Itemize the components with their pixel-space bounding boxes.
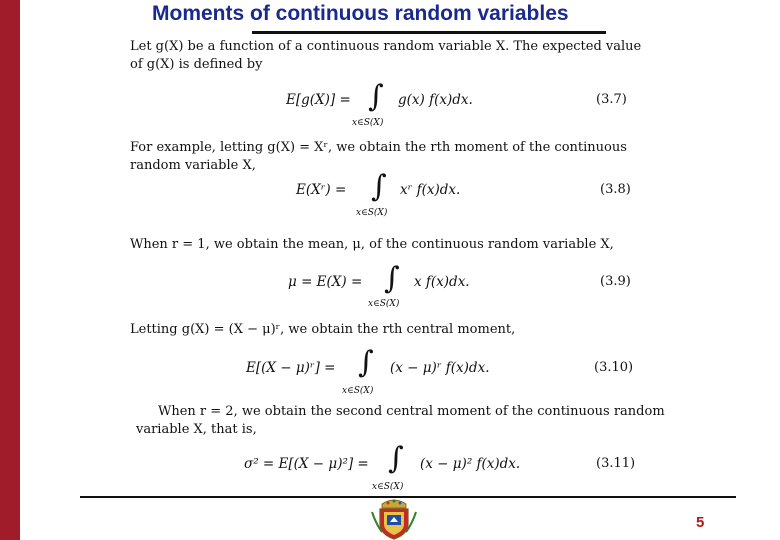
integral-sign: ∫ [368,79,384,114]
integral-subscript: x∈S(X) [342,386,374,396]
integral-sign: ∫ [388,441,404,476]
paragraph-3: When r = 1, we obtain the mean, μ, of the continuous random variable X, [130,237,614,252]
university-crest-icon [368,498,420,540]
equation-lhs: E[(X − μ)ʳ] = [246,360,336,376]
paragraph-5-line-1: When r = 2, we obtain the second central moment of the continuous random [158,404,665,419]
integral-subscript: x∈S(X) [352,118,384,128]
equation-rhs: (x − μ)² f(x)dx. [420,456,521,472]
integral-subscript: x∈S(X) [368,299,400,309]
equation-lhs: μ = E(X) = [288,274,363,290]
equation-number: (3.8) [600,182,631,197]
integral-sign: ∫ [384,261,400,296]
integral-sign: ∫ [371,169,387,204]
equation-rhs: (x − μ)ʳ f(x)dx. [390,360,490,376]
equation-rhs: g(x) f(x)dx. [398,92,473,108]
integral-subscript: x∈S(X) [372,482,404,492]
paragraph-4: Letting g(X) = (X − μ)ʳ, we obtain the rth central moment, [130,322,516,337]
left-sidebar-bar [0,0,20,540]
equation-number: (3.7) [596,92,627,107]
equation-lhs: E[g(X)] = [286,92,351,108]
paragraph-5-line-2: variable X, that is, [136,422,257,437]
integral-sign: ∫ [358,345,374,380]
page-number: 5 [696,514,705,531]
equation-rhs: x f(x)dx. [414,274,470,290]
paragraph-1-line-1: Let g(X) be a function of a continuous random variable X. The expected value [130,39,642,54]
paragraph-1-line-2: of g(X) is defined by [130,57,263,72]
paragraph-2-line-1: For example, letting g(X) = Xʳ, we obtain the rth moment of the continuous [130,140,627,155]
equation-lhs: σ² = E[(X − μ)²] = [244,456,369,472]
slide-title: Moments of continuous random variables [152,2,569,25]
equation-number: (3.9) [600,274,631,289]
paragraph-2-line-2: random variable X, [130,158,256,173]
equation-number: (3.11) [596,456,636,471]
equation-rhs: xʳ f(x)dx. [400,182,461,198]
integral-subscript: x∈S(X) [356,208,388,218]
equation-number: (3.10) [594,360,634,375]
title-underline [252,31,606,34]
equation-lhs: E(Xʳ) = [296,182,347,198]
